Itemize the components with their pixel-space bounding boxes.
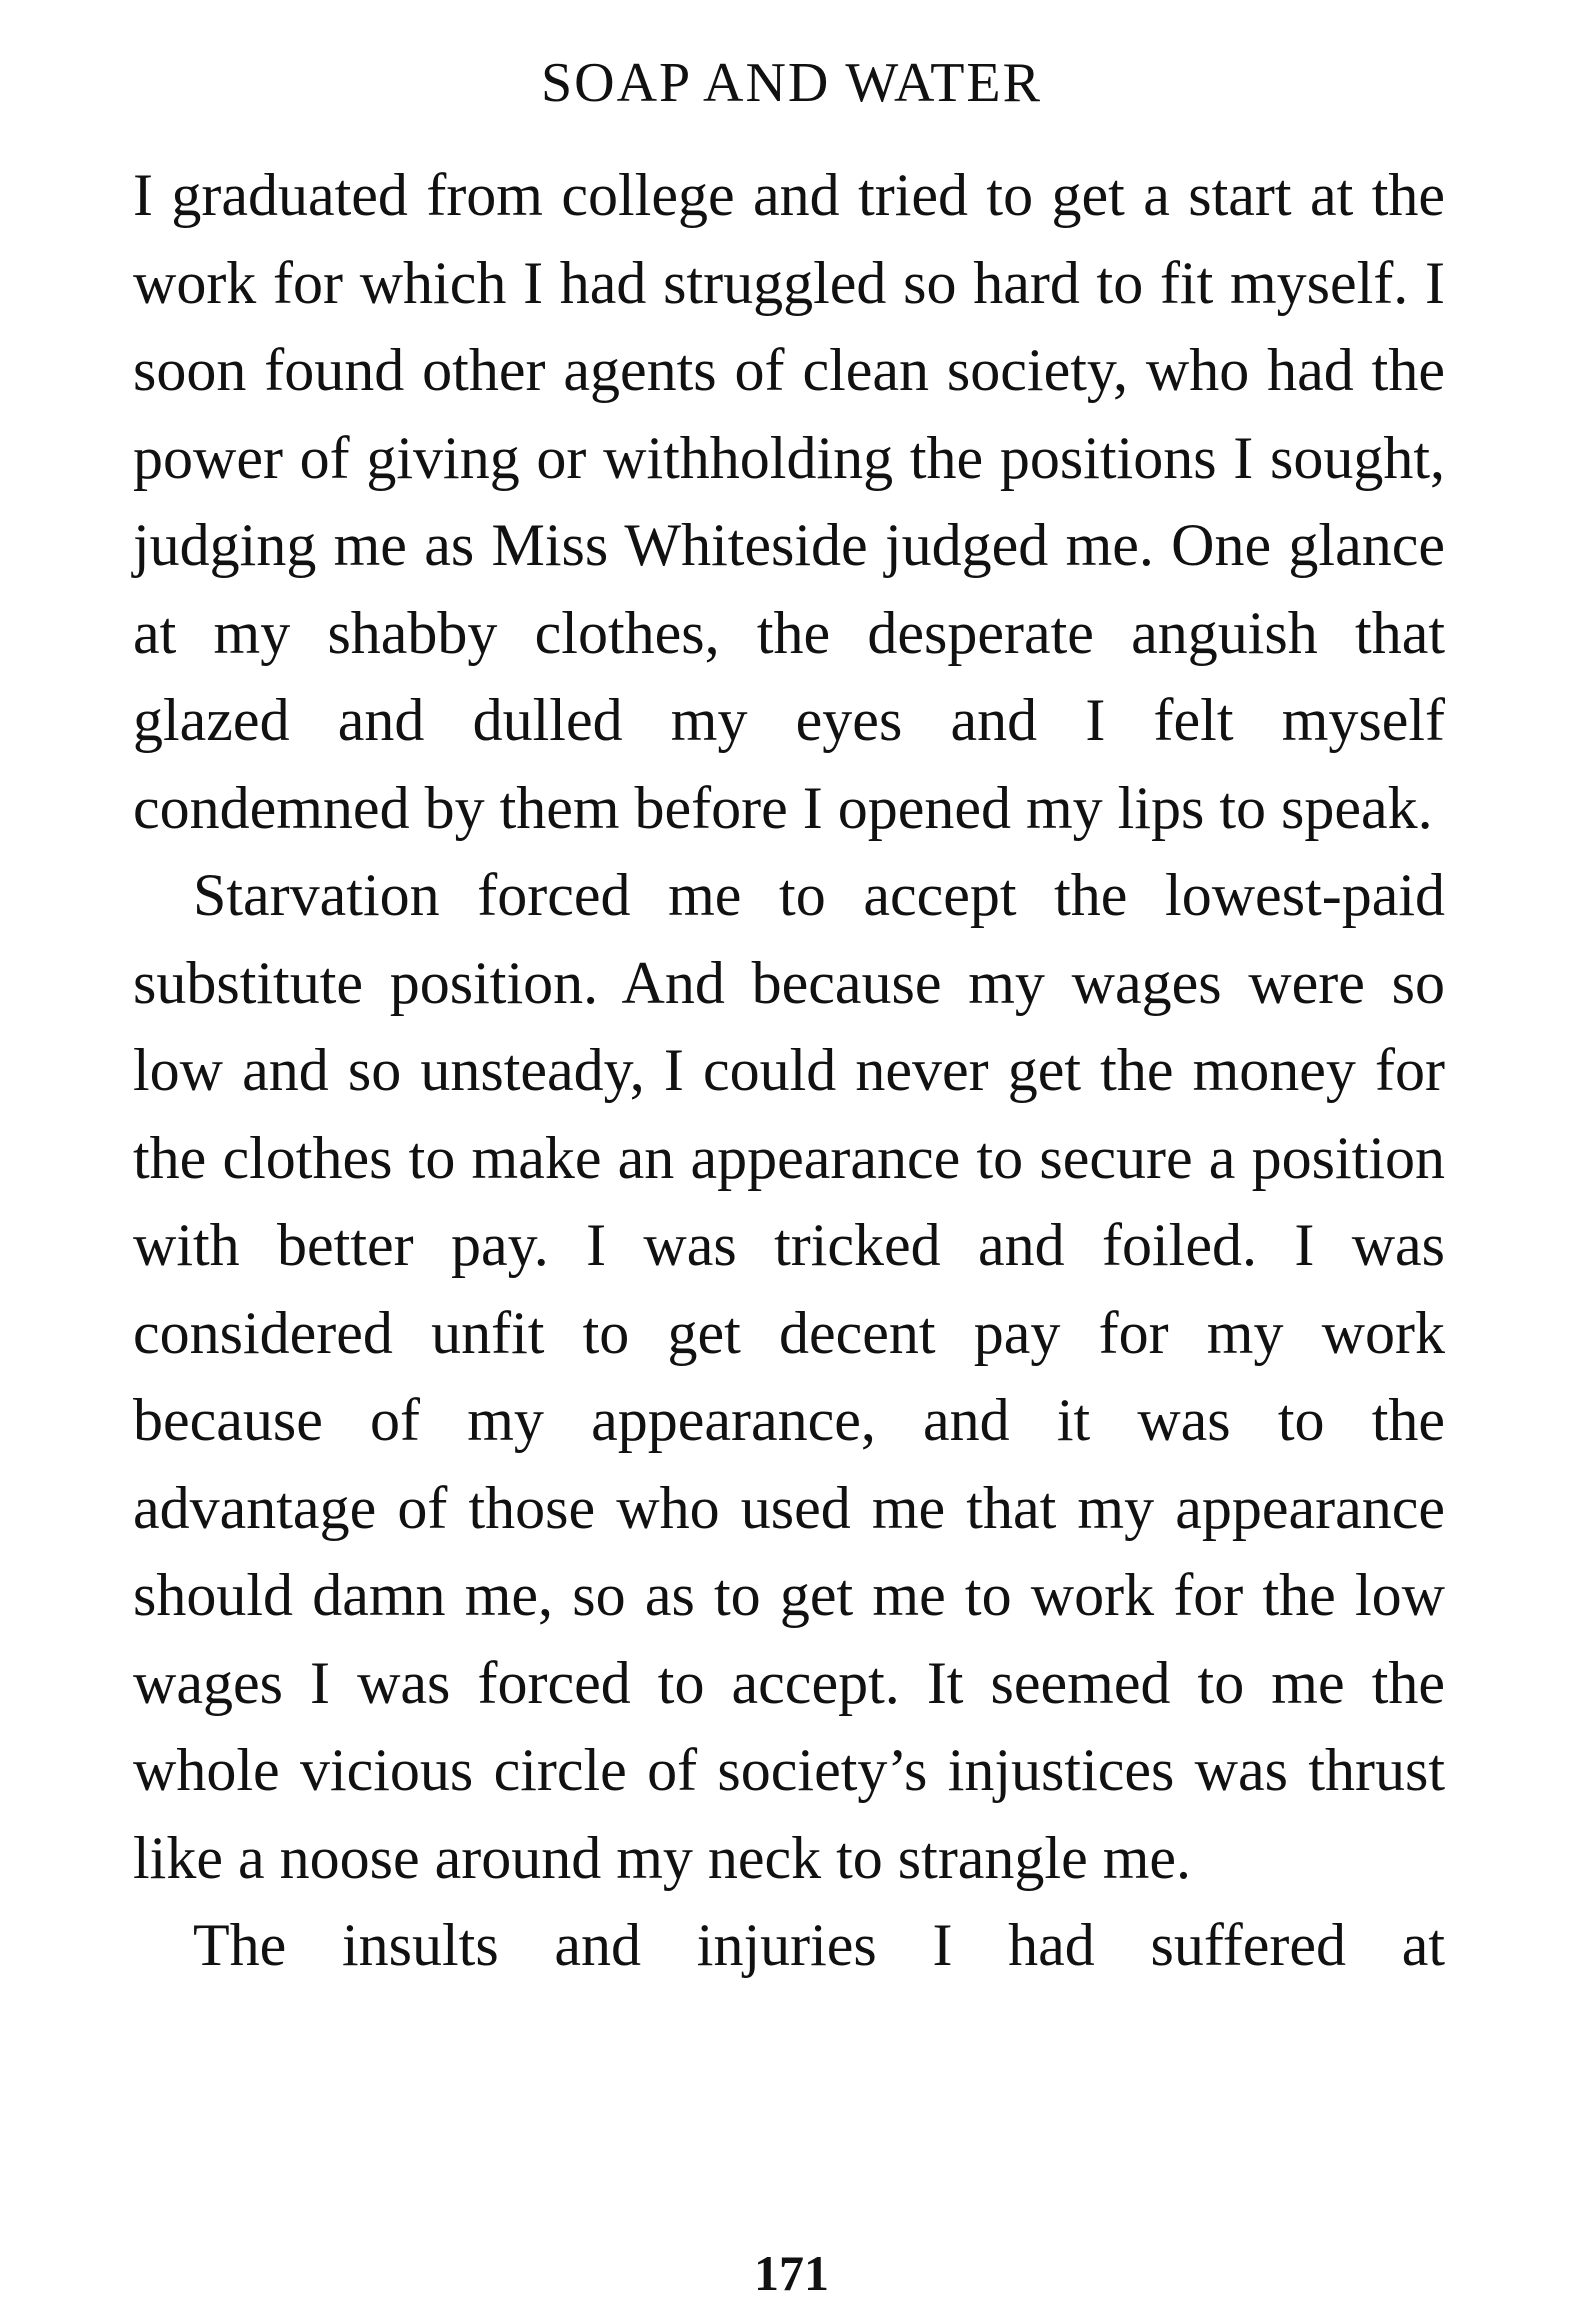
paragraph: The insults and injuries I had suffered at [193,1912,1445,1978]
paragraph-continued: I graduated from college and tried to get a start at the work for which I had struggled so hard to fit myself. I soon found other agents of clean society, who had the power of giving or withholding the positions I sought, judging me as Miss Whiteside judged me. One glance at my shabby clothes, the desperate anguish that glazed and dulled my eyes and I felt myself condemned by them before I opened my lips to speak. [133,162,1445,841]
running-head: SOAP AND WATER [541,52,1042,114]
body-text [133,152,1445,1990]
page-number: 171 [754,2245,829,2301]
paragraph: Starvation forced me to accept the lowest-paid substitute position. And because my wages were so low and so unsteady, I could never get the money for the clothes to make an appearance to secure a position with better pay. I was tricked and foiled. I was considered unfit to get decent pay for my work because of my appearance, and it was to the advantage of those who used me that my appearance should damn me, so as to get me to work for the low wages I was forced to accept. It seemed to me the whole vicious circle of society’s injustices was thrust like a noose around my neck to strangle me. [133,862,1445,1891]
